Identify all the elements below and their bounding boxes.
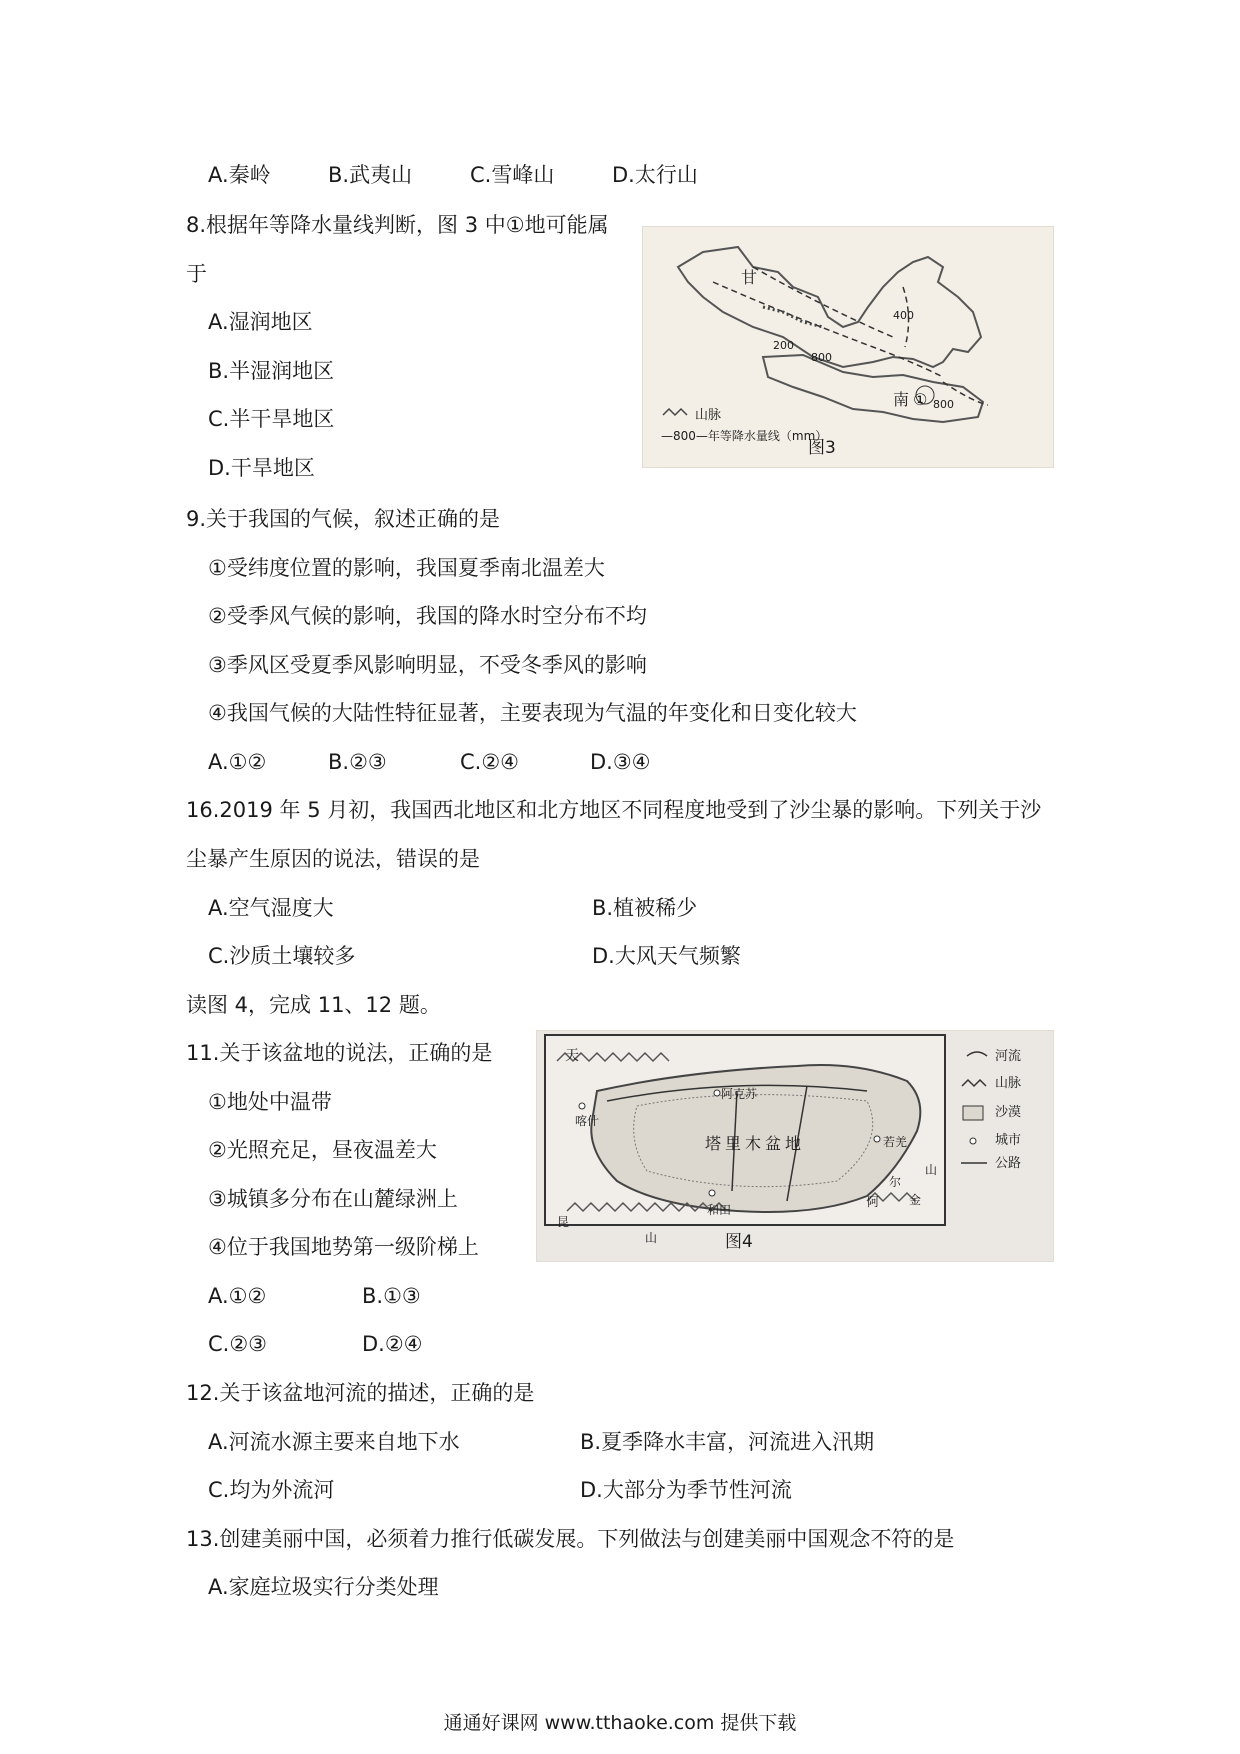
q12-option-d: D.大部分为季节性河流: [580, 1478, 792, 1502]
q7-option-b: B.武夷山: [328, 163, 413, 187]
q9-statement-4: ④我国气候的大陆性特征显著，主要表现为气温的年变化和日变化较大: [208, 701, 857, 725]
q13-option-a: A.家庭垃圾实行分类处理: [208, 1575, 439, 1599]
q9-option-d: D.③④: [590, 750, 651, 774]
q8-stem-cont: 于: [186, 262, 207, 286]
fig4-legend-mountain: 山脉: [995, 1076, 1022, 1091]
q7-option-d: D.太行山: [612, 163, 698, 187]
figure-4: [536, 1030, 1054, 1262]
fig3-label-circle1: ①: [913, 390, 928, 409]
q11-statement-4: ④位于我国地势第一级阶梯上: [208, 1235, 479, 1259]
fig3-label-gan: 甘: [741, 268, 758, 287]
fig4-label-ruoqiang: 若羌: [883, 1135, 908, 1149]
fig4-legend-road: 公路: [995, 1156, 1022, 1171]
q7-option-a: A.秦岭: [208, 163, 271, 187]
q16-option-b: B.植被稀少: [592, 896, 698, 920]
fig4-label-er: 尔: [889, 1175, 902, 1189]
fig3-iso-800: 800: [811, 351, 832, 364]
fig3-iso-200: 200: [773, 339, 794, 352]
fig3-iso-800b: 800: [933, 398, 954, 411]
fig4-legend-city: 城市: [995, 1133, 1022, 1148]
q8-option-a: A.湿润地区: [208, 310, 313, 334]
fig4-intro: 读图 4，完成 11、12 题。: [186, 993, 441, 1017]
q9-statement-3: ③季风区受夏季风影响明显，不受冬季风的影响: [208, 653, 647, 677]
q11-option-a: A.①②: [208, 1284, 267, 1308]
q9-option-a: A.①②: [208, 750, 267, 774]
q8-option-d: D.干旱地区: [208, 456, 315, 480]
fig4-label-kashi: 喀什: [575, 1114, 600, 1128]
q9-option-c: C.②④: [460, 750, 519, 774]
q12-option-b: B.夏季降水丰富，河流进入汛期: [580, 1430, 875, 1454]
q11-statement-1: ①地处中温带: [208, 1090, 332, 1114]
q16-option-d: D.大风天气频繁: [592, 944, 741, 968]
q9-option-b: B.②③: [328, 750, 387, 774]
fig3-legend-mountain: 山脉: [695, 408, 722, 423]
q8-stem: 8.根据年等降水量线判断，图 3 中①地可能属: [186, 213, 609, 237]
fig3-legend-isohyet: —800—年等降水量线（mm）: [661, 429, 828, 443]
fig4-label-hetian: 和田: [707, 1203, 732, 1217]
fig4-legend-river: 河流: [995, 1049, 1022, 1064]
fig4-label-shan2: 山: [925, 1163, 938, 1177]
q12-stem: 12.关于该盆地河流的描述，正确的是: [186, 1381, 535, 1405]
fig4-label-basin: 塔里木盆地: [705, 1134, 806, 1153]
q9-statement-2: ②受季风气候的影响，我国的降水时空分布不均: [208, 604, 647, 628]
q12-option-a: A.河流水源主要来自地下水: [208, 1430, 460, 1454]
q16-stem-cont: 尘暴产生原因的说法，错误的是: [186, 847, 480, 871]
q11-option-b: B.①③: [362, 1284, 421, 1308]
q7-option-c: C.雪峰山: [470, 163, 555, 187]
fig4-label-shan: 山: [645, 1231, 658, 1245]
q16-option-c: C.沙质土壤较多: [208, 944, 356, 968]
q11-stem: 11.关于该盆地的说法，正确的是: [186, 1041, 493, 1065]
fig3-label-nan: 南: [893, 390, 910, 409]
q11-option-c: C.②③: [208, 1332, 267, 1356]
fig4-label-a: 阿: [867, 1195, 880, 1209]
q8-option-b: B.半湿润地区: [208, 359, 335, 383]
q9-statement-1: ①受纬度位置的影响，我国夏季南北温差大: [208, 556, 605, 580]
q16-option-a: A.空气湿度大: [208, 896, 334, 920]
fig4-label-akesu: 阿克苏: [721, 1087, 758, 1101]
figure-3: [642, 226, 1054, 468]
q12-option-c: C.均为外流河: [208, 1478, 335, 1502]
fig4-legend-desert: 沙漠: [995, 1105, 1022, 1120]
q11-statement-2: ②光照充足，昼夜温差大: [208, 1138, 437, 1162]
q11-statement-3: ③城镇多分布在山麓绿洲上: [208, 1187, 458, 1211]
page-footer: 通通好课网 www.tthaoke.com 提供下载: [443, 1712, 797, 1734]
fig4-caption: 图4: [725, 1232, 753, 1252]
q13-stem: 13.创建美丽中国，必须着力推行低碳发展。下列做法与创建美丽中国观念不符的是: [186, 1527, 955, 1551]
q9-stem: 9.关于我国的气候，叙述正确的是: [186, 507, 501, 531]
q8-option-c: C.半干旱地区: [208, 407, 335, 431]
fig4-label-kun: 昆: [557, 1215, 570, 1229]
fig3-caption: 图3: [808, 438, 836, 458]
q16-stem: 16.2019 年 5 月初，我国西北地区和北方地区不同程度地受到了沙尘暴的影响。下列关于沙: [186, 798, 1042, 822]
fig4-label-jin: 金: [909, 1193, 922, 1207]
fig4-label-tian: 天: [565, 1048, 579, 1064]
fig3-iso-400: 400: [893, 309, 914, 322]
q11-option-d: D.②④: [362, 1332, 423, 1356]
